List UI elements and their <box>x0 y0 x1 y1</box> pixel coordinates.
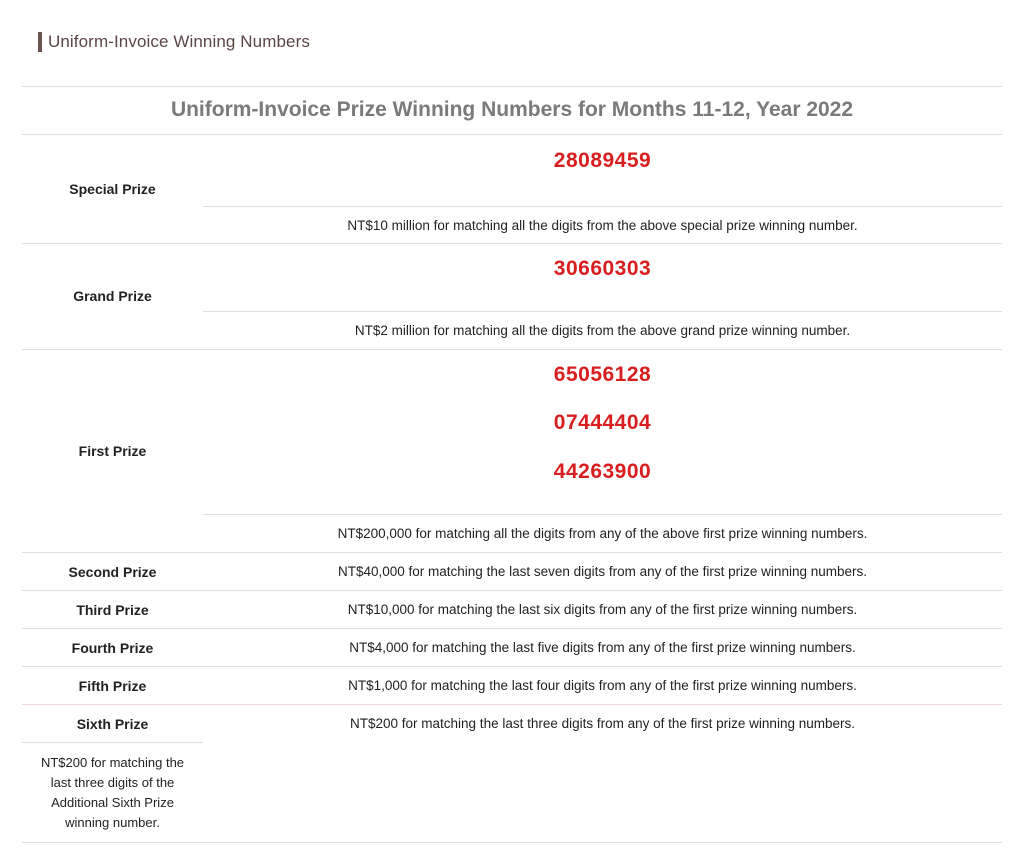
sixth-prize-description: NT$200 for matching the last three digits from any of the first prize winning numbers. <box>350 716 855 731</box>
grand-prize-label: Grand Prize <box>73 288 152 304</box>
grand-prize-number: 30660303 <box>553 257 652 280</box>
first-prize-number: 44263900 <box>553 460 652 483</box>
section-header <box>38 31 310 53</box>
first-prize-description: NT$200,000 for matching all the digits from any of the above first prize winning numbers. <box>337 526 868 541</box>
fourth-prize-description: NT$4,000 for matching the last five digits from any of the first prize winning numbers. <box>349 640 856 655</box>
third-prize-description: NT$10,000 for matching the last six digits from any of the first prize winning numbers. <box>347 602 858 617</box>
fifth-prize-label: Fifth Prize <box>78 677 147 694</box>
section-title: Uniform-Invoice Winning Numbers <box>48 32 310 51</box>
divider <box>22 842 1002 843</box>
special-prize-description: NT$10 million for matching all the digits from the above special prize winning number. <box>347 217 858 233</box>
third-prize-label: Third Prize <box>76 601 149 618</box>
fifth-prize-description: NT$1,000 for matching the last four digits from any of the first prize winning numbers. <box>348 678 857 693</box>
second-prize-description: NT$40,000 for matching the last seven digits from any of the first prize winning numbers. <box>337 564 867 579</box>
special-prize-number: 28089459 <box>553 149 652 172</box>
grand-prize-description: NT$2 million for matching all the digits from the above grand prize winning number. <box>354 323 851 338</box>
first-prize-label: First Prize <box>78 442 147 459</box>
first-prize-number: 65056128 <box>553 363 652 386</box>
table-caption: Uniform-Invoice Prize Winning Numbers for Months 11-12, Year 2022 <box>170 98 854 121</box>
fourth-prize-label: Fourth Prize <box>71 639 154 656</box>
additional-sixth-prize-description: NT$200 for matching the last three digits of the Additional Sixth Prize winning number. <box>40 754 185 830</box>
special-prize-label: Special Prize <box>69 180 156 197</box>
sixth-prize-label: Sixth Prize <box>76 715 149 732</box>
first-prize-number: 07444404 <box>553 411 652 434</box>
section-accent-bar <box>38 32 42 52</box>
second-prize-label: Second Prize <box>68 563 157 580</box>
